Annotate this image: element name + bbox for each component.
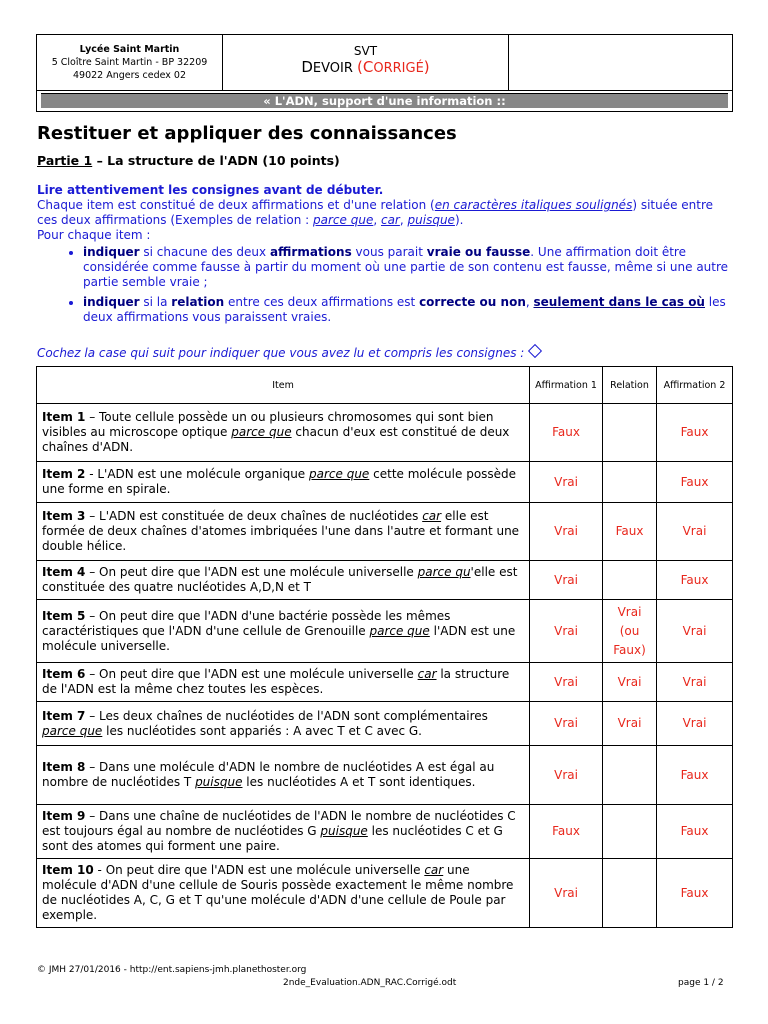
address-line1: 5 Cloître Saint Martin - BP 32209 bbox=[51, 57, 208, 68]
instructions bbox=[37, 183, 737, 330]
consent-checkbox-icon[interactable] bbox=[528, 344, 542, 358]
table-row bbox=[37, 746, 733, 805]
table-row bbox=[37, 702, 733, 746]
item-statement: Item 5 – On peut dire que l'ADN d'une bactérie possède les mêmes caractéristiques que l'ADN d'une cellule de Grenouille parce que l'ADN est une molécule universelle. bbox=[37, 600, 530, 663]
relation-answer bbox=[603, 805, 657, 859]
affirmation-answer: Vrai bbox=[530, 859, 603, 928]
relation-answer bbox=[603, 404, 657, 462]
affirmation-answer: Faux bbox=[657, 404, 733, 462]
relation-answer bbox=[603, 561, 657, 600]
instructions-lead: Lire attentivement les consignes avant de débuter. bbox=[37, 183, 384, 197]
partie-heading: Partie 1 – La structure de l'ADN (10 points) bbox=[37, 153, 340, 168]
devoir-title: DEVOIR (CORRIGÉ) bbox=[301, 58, 430, 76]
address-line2: 49022 Angers cedex 02 bbox=[72, 70, 187, 81]
footer-filename: 2nde_Evaluation.ADN_RAC.Corrigé.odt bbox=[283, 978, 457, 988]
affirmation-answer: Vrai bbox=[530, 746, 603, 805]
header-aff1: Affirmation 1 bbox=[530, 367, 603, 404]
affirmation-answer: Vrai bbox=[657, 702, 733, 746]
affirmation-answer: Faux bbox=[657, 462, 733, 503]
subject-box bbox=[223, 35, 509, 90]
relation-answer: Faux bbox=[603, 503, 657, 561]
relation-answer: Vrai bbox=[603, 663, 657, 702]
instruction-bullet-2: • indiquer si la relation entre ces deux affirmations est correcte ou non, seulement dans le cas où les deux affirmations vous paraissent vraies. bbox=[83, 295, 737, 325]
table-row bbox=[37, 805, 733, 859]
item-statement: Item 9 – Dans une chaîne de nucléotides de l'ADN le nombre de nucléotides C est toujours égal au nombre de nucléotides G puisque les nucléotides C et G sont des atomes qui forment une paire. bbox=[37, 805, 530, 859]
table-row bbox=[37, 600, 733, 663]
footer-page: page 1 / 2 bbox=[678, 978, 724, 988]
item-statement: Item 10 - On peut dire que l'ADN est une molécule universelle car une molécule d'ADN d'une cellule de Souris possède exactement le même nombre de nucléotides A, C, G et T qu'une molécule d'ADN d'une cellule de Poule par exemple. bbox=[37, 859, 530, 928]
affirmation-answer: Vrai bbox=[657, 600, 733, 663]
header-relation: Relation bbox=[603, 367, 657, 404]
table-row bbox=[37, 859, 733, 928]
relation-answer bbox=[603, 462, 657, 503]
instructions-p2: Pour chaque item : bbox=[37, 228, 151, 242]
affirmation-answer: Vrai bbox=[530, 702, 603, 746]
item-statement: Item 8 – Dans une molécule d'ADN le nombre de nucléotides A est égal au nombre de nucléotides T puisque les nucléotides A et T sont identiques. bbox=[37, 746, 530, 805]
affirmation-answer: Faux bbox=[530, 404, 603, 462]
table-header-row bbox=[37, 367, 733, 404]
item-statement: Item 6 – On peut dire que l'ADN est une molécule universelle car la structure de l'ADN est la même chez toutes les espèces. bbox=[37, 663, 530, 702]
table-row bbox=[37, 404, 733, 462]
header-divider bbox=[37, 90, 732, 91]
item-statement: Item 1 – Toute cellule possède un ou plusieurs chromosomes qui sont bien visibles au microscope optique parce que chacun d'eux est constitué de deux chaînes d'ADN. bbox=[37, 404, 530, 462]
header-aff2: Affirmation 2 bbox=[657, 367, 733, 404]
item-statement: Item 2 - L'ADN est une molécule organique parce que cette molécule possède une forme en spirale. bbox=[37, 462, 530, 503]
instructions-list bbox=[37, 245, 737, 325]
affirmation-answer: Faux bbox=[657, 859, 733, 928]
affirmation-answer: Vrai bbox=[530, 503, 603, 561]
consent-line: Cochez la case qui suit pour indiquer que vous avez lu et compris les consignes : bbox=[37, 346, 540, 360]
relation-answer bbox=[603, 746, 657, 805]
affirmation-answer: Vrai bbox=[657, 663, 733, 702]
item-statement: Item 3 – L'ADN est constituée de deux chaînes de nucléotides car elle est formée de deux chaînes d'atomes imbriquées l'une dans l'autre et formant une double hélice. bbox=[37, 503, 530, 561]
topic-banner: « L'ADN, support d'une information :: bbox=[41, 93, 728, 108]
relation-answer: Vrai bbox=[603, 702, 657, 746]
school-name: Lycée Saint Martin bbox=[79, 44, 180, 55]
affirmation-answer: Faux bbox=[657, 805, 733, 859]
footer-copyright: © JMH 27/01/2016 - http://ent.sapiens-jmh.planethoster.org bbox=[37, 965, 307, 975]
header-item: Item bbox=[37, 367, 530, 404]
table-row bbox=[37, 663, 733, 702]
instructions-p1: Chaque item est constitué de deux affirmations et d'une relation (en caractères italiques soulignés) située entre ces deux affirmations (Exemples de relation : parce que, car, puisque). bbox=[37, 198, 714, 227]
affirmation-answer: Vrai bbox=[530, 663, 603, 702]
relation-answer: Vrai (ou Faux) bbox=[603, 600, 657, 663]
page-title: Restituer et appliquer des connaissances bbox=[37, 123, 457, 144]
subject: SVT bbox=[353, 44, 378, 58]
document-header bbox=[36, 34, 733, 112]
relation-answer bbox=[603, 859, 657, 928]
item-statement: Item 4 – On peut dire que l'ADN est une molécule universelle parce qu'elle est constituée des quatre nucléotides A,D,N et T bbox=[37, 561, 530, 600]
table-row bbox=[37, 503, 733, 561]
instruction-bullet-1: • indiquer si chacune des deux affirmations vous parait vraie ou fausse. Une affirmation doit être considérée comme fausse à partir du moment où une partie de son contenu est fausse, même si une autre partie semble vraie ; bbox=[83, 245, 737, 290]
affirmation-answer: Vrai bbox=[657, 503, 733, 561]
table-row bbox=[37, 462, 733, 503]
school-info bbox=[37, 35, 223, 90]
affirmation-answer: Faux bbox=[657, 561, 733, 600]
affirmation-answer: Faux bbox=[657, 746, 733, 805]
affirmation-answer: Vrai bbox=[530, 600, 603, 663]
items-table bbox=[36, 366, 733, 928]
table-row bbox=[37, 561, 733, 600]
item-statement: Item 7 – Les deux chaînes de nucléotides de l'ADN sont complémentaires parce que les nucléotides sont appariés : A avec T et C avec G. bbox=[37, 702, 530, 746]
affirmation-answer: Faux bbox=[530, 805, 603, 859]
affirmation-answer: Vrai bbox=[530, 462, 603, 503]
affirmation-answer: Vrai bbox=[530, 561, 603, 600]
